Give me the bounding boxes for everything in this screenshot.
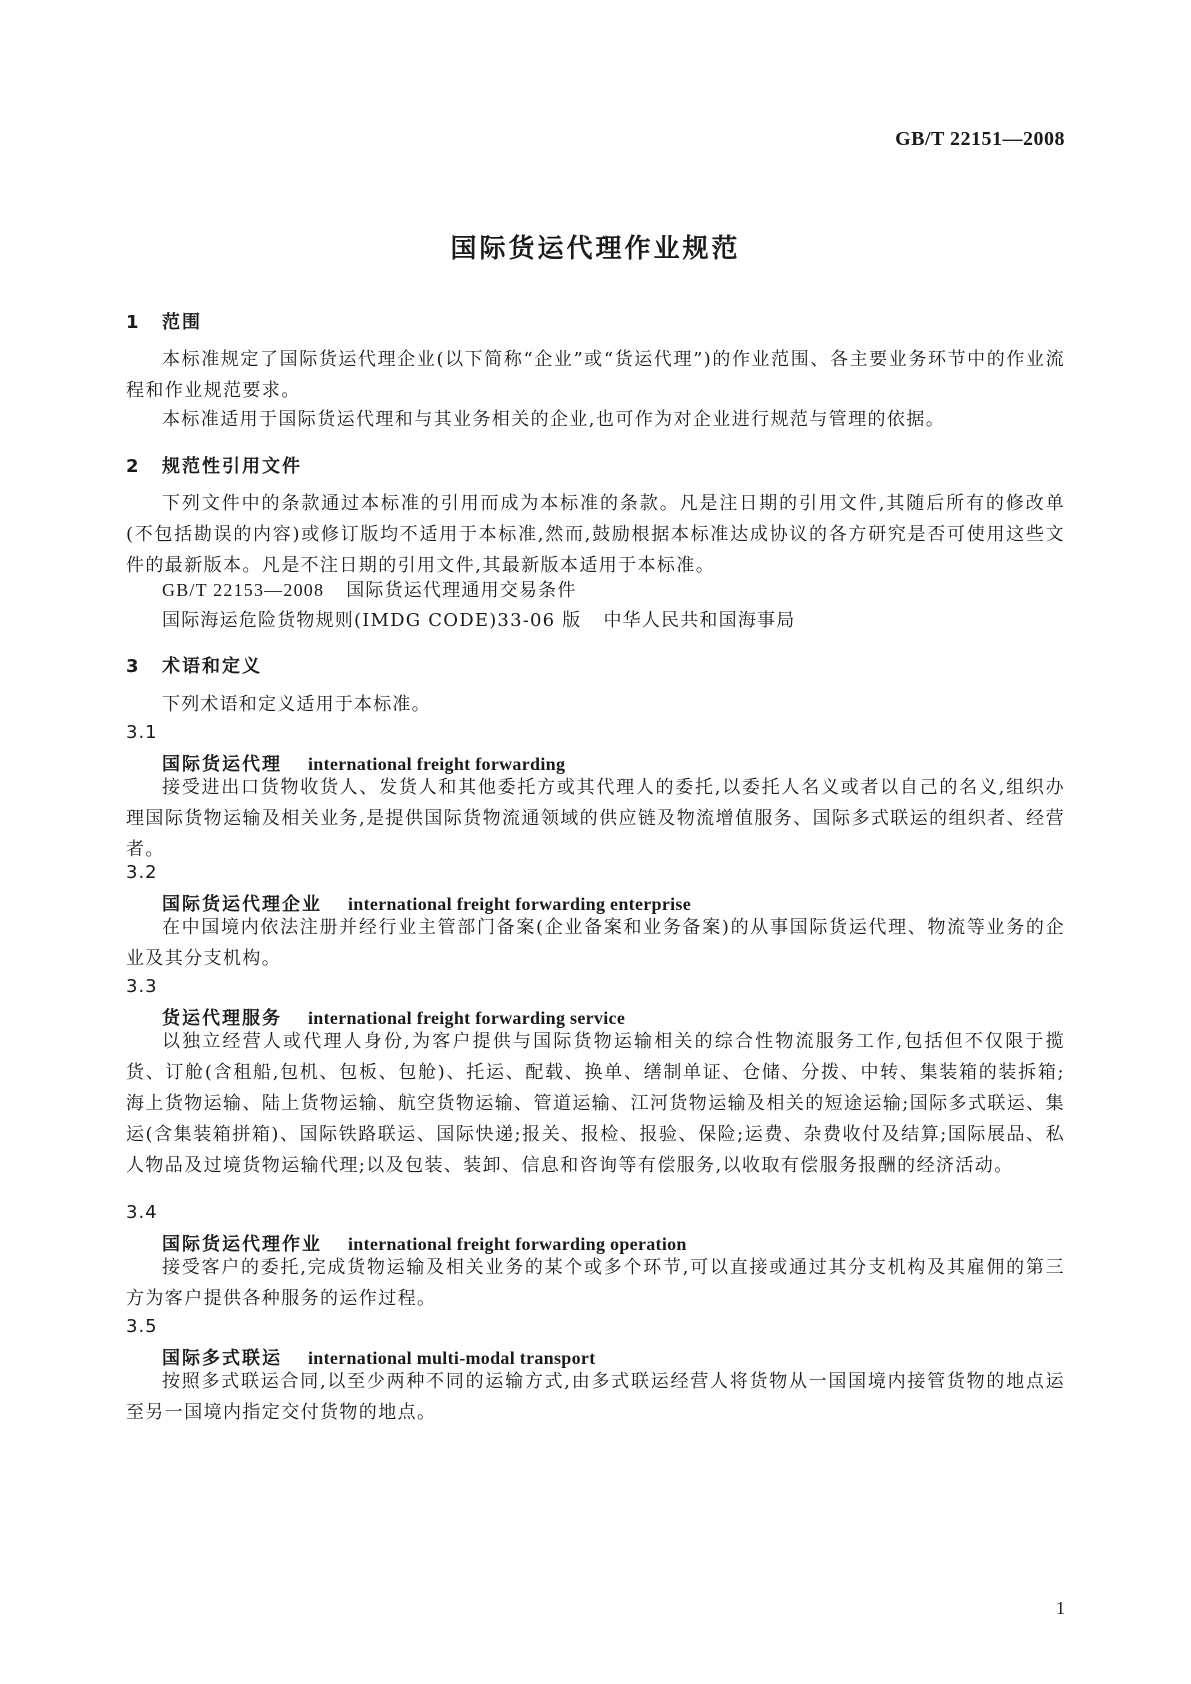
term-chinese: 国际多式联运 (162, 1348, 282, 1369)
page-number: 1 (1056, 1598, 1065, 1618)
term-definition: 在中国境内依法注册并经行业主管部门备案(企业备案和业务备案)的从事国际货运代理、物流等业务的企业及其分支机构。 (126, 917, 1065, 969)
term-english: international freight forwarding service (308, 1008, 626, 1028)
term-chinese: 货运代理服务 (162, 1008, 282, 1029)
section-title: 范围 (162, 312, 202, 333)
term-number: 3.5 (126, 1316, 158, 1337)
term-definition: 接受客户的委托,完成货物运输及相关业务的某个或多个环节,可以直接或通过其分支机构及其雇佣的第三方为客户提供各种服务的运作过程。 (126, 1257, 1065, 1309)
section-2-heading (126, 452, 302, 478)
section-3-heading (126, 652, 262, 678)
term-chinese: 国际货运代理 (162, 754, 282, 775)
term-english: international freight forwarding enterprise (348, 894, 692, 914)
term-chinese: 国际货运代理企业 (162, 894, 322, 915)
term-definition: 接受进出口货物收货人、发货人和其他委托方或其代理人的委托,以委托人名义或者以自己的名义,组织办理国际货物运输及相关业务,是提供国际货物流通领域的供应链及物流增值服务、国际多式联运的组织者、经营者。 (126, 777, 1065, 860)
term-english: international multi-modal transport (308, 1348, 596, 1368)
reference-title: 国际货运代理通用交易条件 (346, 580, 577, 601)
term-english: international freight forwarding operation (348, 1234, 687, 1254)
term-number: 3.4 (126, 1202, 158, 1223)
reference-code: GB/T 22153—2008 (162, 580, 325, 600)
term-number: 3.3 (126, 976, 158, 997)
section-1-paragraph-1: 本标准规定了国际货运代理企业(以下简称“企业”或“货运代理”)的作业范围、各主要业务环节中的作业流程和作业规范要求。 (126, 349, 1065, 401)
section-number: 3 (126, 656, 141, 677)
section-1-heading (126, 308, 202, 334)
term-definition: 按照多式联运合同,以至少两种不同的运输方式,由多式联运经营人将货物从一国国境内接管货物的地点运至另一国境内指定交付货物的地点。 (126, 1371, 1065, 1423)
reference-item-1 (162, 576, 577, 602)
section-number: 1 (126, 312, 141, 333)
document-title: 国际货运代理作业规范 (450, 234, 741, 264)
section-title: 术语和定义 (162, 656, 262, 677)
reference-publisher: 中华人民共和国海事局 (603, 610, 796, 631)
reference-item-2 (162, 606, 795, 632)
section-number: 2 (126, 456, 141, 477)
section-1-paragraph-2: 本标准适用于国际货运代理和与其业务相关的企业,也可作为对企业进行规范与管理的依据。 (162, 409, 946, 430)
term-chinese: 国际货运代理作业 (162, 1234, 322, 1255)
term-definition: 以独立经营人或代理人身份,为客户提供与国际货物运输相关的综合性物流服务工作,包括但不仅限于揽货、订舱(含租船,包机、包板、包舱)、托运、配载、换单、缮制单证、仓储、分拨、中转、集装箱的装拆箱;海上货物运输、陆上货物运输、航空货物运输、管道运输、江河货物运输及相关的短途运输;国际多式联运、集运(含集装箱拼箱)、国际铁路联运、国际快递;报关、报检、报验、保险;运费、杂费收付及结算;国际展品、私人物品及过境货物运输代理;以及包装、装卸、信息和咨询等有偿服务,以收取有偿服务报酬的经济活动。 (126, 1031, 1065, 1176)
term-number: 3.1 (126, 722, 158, 743)
reference-title: 国际海运危险货物规则(IMDG CODE)33-06 版 (162, 610, 582, 631)
section-title: 规范性引用文件 (162, 456, 302, 477)
section-2-paragraph-1: 下列文件中的条款通过本标准的引用而成为本标准的条款。凡是注日期的引用文件,其随后所有的修改单(不包括勘误的内容)或修订版均不适用于本标准,然而,鼓励根据本标准达成协议的各方研究是否可使用这些文件的最新版本。凡是不注日期的引用文件,其最新版本适用于本标准。 (126, 493, 1065, 576)
term-english: international freight forwarding (308, 754, 566, 774)
term-number: 3.2 (126, 862, 158, 883)
section-3-intro: 下列术语和定义适用于本标准。 (162, 694, 431, 715)
standard-code: GB/T 22151—2008 (895, 128, 1065, 150)
